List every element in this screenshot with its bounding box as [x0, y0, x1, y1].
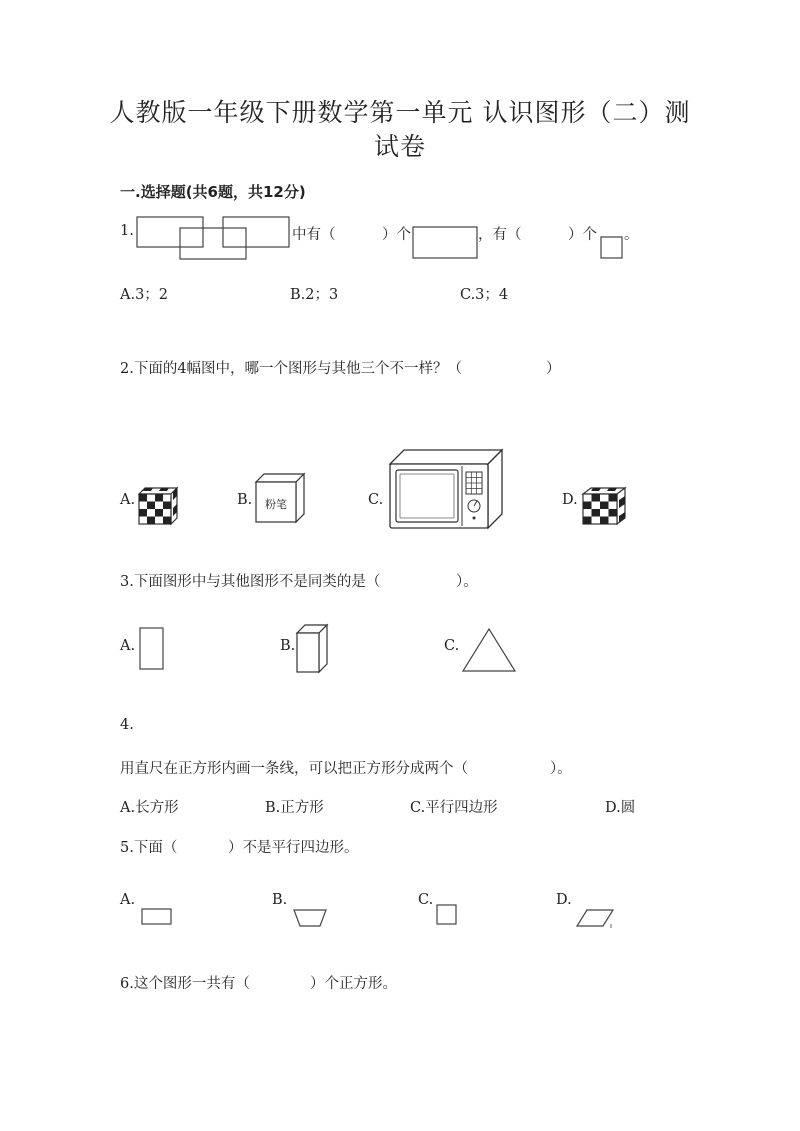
page-title-line2: 试卷 — [373, 132, 426, 161]
q3-label-a: A. — [120, 638, 136, 654]
q5-square-icon — [436, 904, 458, 926]
q5-text: 5.下面（ — [120, 840, 178, 856]
q1-square-icon — [600, 236, 624, 260]
q6-close-paren: ）个正方形。 — [310, 976, 397, 992]
q3-close-paren: ）。 — [456, 574, 478, 590]
q4-option-d: D.圆 — [605, 800, 636, 816]
q1-option-a: A.3；2 — [120, 287, 169, 303]
q4-option-b: B.正方形 — [265, 800, 324, 816]
q5-label-b: B. — [272, 892, 288, 908]
q3-label-b: B. — [280, 638, 296, 654]
q2-label-a: A. — [120, 492, 136, 508]
q1-option-c: C.3；4 — [460, 287, 509, 303]
q1-overlapping-rectangles-figure — [136, 216, 292, 262]
q3-label-c: C. — [444, 638, 460, 654]
q4-text: 用直尺在正方形内画一条线，可以把正方形分成两个（ — [120, 761, 468, 777]
q4-number: 4. — [120, 717, 134, 733]
q1-text-2: ）个 — [382, 227, 411, 243]
q6-text: 6.这个图形一共有（ — [120, 976, 250, 992]
q1-rectangle-icon — [412, 226, 478, 260]
q5-rectangle-icon — [141, 908, 173, 926]
q4-option-a: A.长方形 — [120, 800, 179, 816]
q2-checkered-cube-d-icon — [581, 486, 627, 526]
q2-close-paren: ） — [546, 361, 561, 377]
q2-microwave-icon — [386, 448, 506, 530]
q1-text-3: ，有（ — [478, 227, 522, 243]
q3-cuboid-icon — [295, 624, 329, 674]
q2-text: 2.下面的4幅图中，哪一个图形与其他三个不一样？（ — [120, 361, 463, 377]
q3-rectangle-icon — [139, 627, 165, 671]
q1-option-b: B.2；3 — [290, 287, 339, 303]
q1-text-5: 。 — [624, 227, 639, 243]
q1-number: 1. — [120, 223, 134, 239]
chalk-box-label: 粉笔 — [265, 498, 287, 511]
q4-close-paren: ）。 — [550, 761, 572, 777]
q5-label-a: A. — [120, 892, 136, 908]
q1-text-1: 中有（ — [292, 227, 336, 243]
q4-option-c: C.平行四边形 — [410, 800, 498, 816]
q2-label-d: D. — [562, 492, 578, 508]
q3-text: 3.下面图形中与其他图形不是同类的是（ — [120, 574, 381, 590]
q5-label-d: D. — [556, 892, 572, 908]
page-title-line1: 人教版一年级下册数学第一单元 认识图形（二）测 — [109, 98, 691, 127]
q2-label-c: C. — [368, 492, 384, 508]
q5-label-c: C. — [418, 892, 434, 908]
q3-triangle-icon — [461, 627, 517, 673]
q1-text-4: ）个 — [568, 227, 597, 243]
q2-label-b: B. — [237, 492, 253, 508]
q5-trapezoid-icon — [292, 908, 328, 928]
q5-parallelogram-icon — [575, 908, 615, 930]
section-heading: 一.选择题(共6题，共12分) — [120, 183, 306, 201]
q5-close-paren: ）不是平行四边形。 — [228, 840, 359, 856]
q2-checkered-cube-a-icon — [137, 486, 179, 526]
